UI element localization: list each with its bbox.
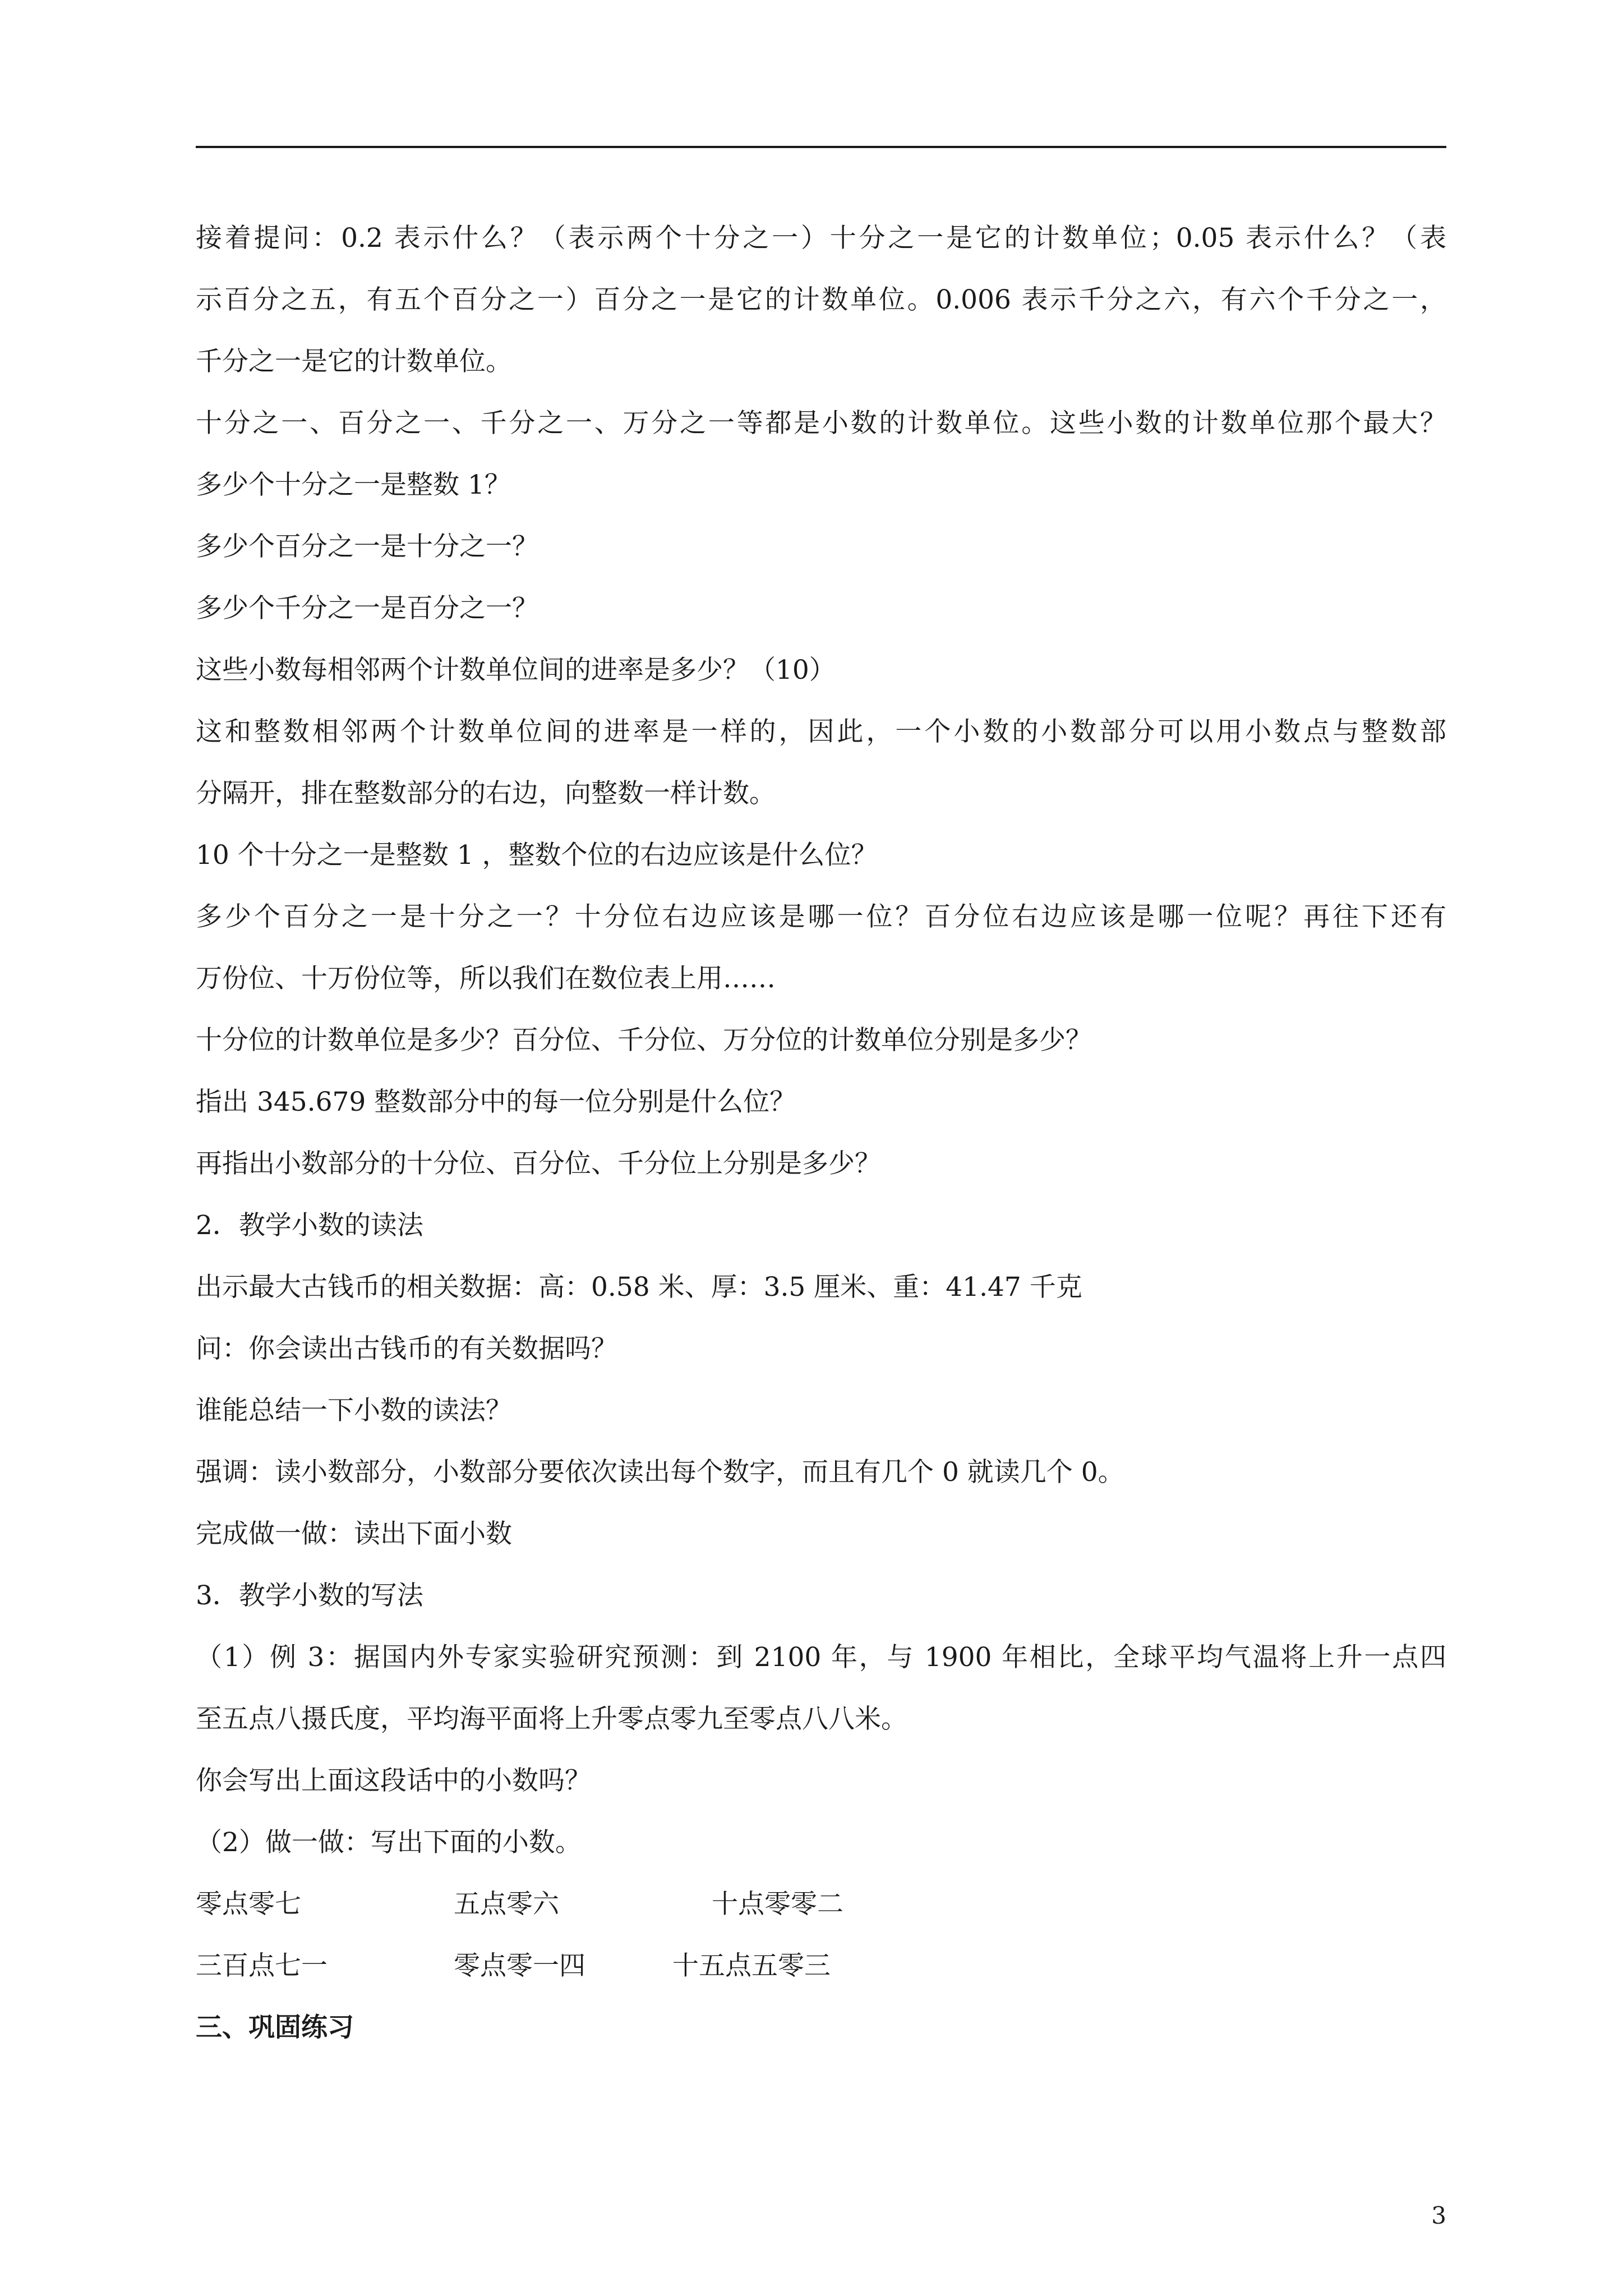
- paragraph-line: 分隔开，排在整数部分的右边，向整数一样计数。: [196, 778, 776, 809]
- exercise-item: 零点零七: [196, 1889, 301, 1920]
- exercise-row: [196, 1874, 1446, 1935]
- exercise-item: 五点零六: [454, 1889, 559, 1920]
- exercise-item: 三百点七一: [196, 1950, 328, 1981]
- paragraph-line: 你会写出上面这段话中的小数吗？: [196, 1765, 591, 1796]
- paragraph-line: 万份位、十万份位等，所以我们在数位表上用……: [196, 963, 776, 994]
- document-body: [196, 208, 1446, 2059]
- paragraph-line: 至五点八摄氏度，平均海平面将上升零点零九至零点八八米。: [196, 1704, 907, 1734]
- page-number: 3: [1431, 2202, 1446, 2229]
- paragraph-line: 十分之一、百分之一、千分之一、万分之一等都是小数的计数单位。这些小数的计数单位那个最大？: [196, 408, 1446, 439]
- paragraph-line: 出示最大古钱币的相关数据：高：0.58 米、厚：3.5 厘米、重：41.47 千克: [196, 1272, 1082, 1303]
- header-rule: [196, 146, 1446, 148]
- exercise-item: 零点零一四: [454, 1950, 585, 1981]
- subsection-heading: 3．教学小数的写法: [196, 1580, 423, 1611]
- paragraph-line: 千分之一是它的计数单位。: [196, 346, 512, 377]
- paragraph-line: 十分位的计数单位是多少？百分位、千分位、万分位的计数单位分别是多少？: [196, 1025, 1092, 1056]
- exercise-row: [196, 1935, 1446, 1997]
- paragraph-line: 谁能总结一下小数的读法？: [196, 1395, 512, 1426]
- exercise-item: 十点零零二: [712, 1889, 843, 1920]
- paragraph-line: 多少个十分之一是整数 1？: [196, 470, 511, 500]
- paragraph-line: （1）例 3：据国内外专家实验研究预测：到 2100 年，与 1900 年相比，全球平均气温将上升一点四: [196, 1642, 1446, 1673]
- paragraph-line: 强调：读小数部分，小数部分要依次读出每个数字，而且有几个 0 就读几个 0。: [196, 1457, 1124, 1488]
- section-heading: 三、巩固练习: [196, 2012, 354, 2043]
- paragraph-line: 这和整数相邻两个计数单位间的进率是一样的，因此，一个小数的小数部分可以用小数点与整数部: [196, 716, 1446, 747]
- paragraph-line: 示百分之五，有五个百分之一）百分之一是它的计数单位。0.006 表示千分之六，有六个千分之一，: [196, 284, 1446, 315]
- paragraph-line: 再指出小数部分的十分位、百分位、千分位上分别是多少？: [196, 1148, 881, 1179]
- paragraph-line: 接着提问：0.2 表示什么？（表示两个十分之一）十分之一是它的计数单位；0.05 表示什么？（表: [196, 223, 1446, 254]
- paragraph-line: 完成做一做：读出下面小数: [196, 1519, 512, 1549]
- paragraph-line: 多少个百分之一是十分之一？: [196, 531, 538, 562]
- subsection-heading: 2．教学小数的读法: [196, 1210, 423, 1241]
- exercise-item: 十五点五零三: [672, 1950, 831, 1981]
- paragraph-line: 指出 345.679 整数部分中的每一位分别是什么位？: [196, 1087, 796, 1117]
- paragraph-line: （2）做一做：写出下面的小数。: [196, 1827, 582, 1858]
- paragraph-line: 这些小数每相邻两个计数单位间的进率是多少？（10）: [196, 655, 836, 685]
- paragraph-line: 多少个千分之一是百分之一？: [196, 593, 538, 624]
- paragraph-line: 10 个十分之一是整数 1 ，整数个位的右边应该是什么位？: [196, 840, 878, 871]
- paragraph-line: 问：你会读出古钱币的有关数据吗？: [196, 1333, 617, 1364]
- paragraph-line: 多少个百分之一是十分之一？十分位右边应该是哪一位？百分位右边应该是哪一位呢？再往下还有: [196, 901, 1446, 932]
